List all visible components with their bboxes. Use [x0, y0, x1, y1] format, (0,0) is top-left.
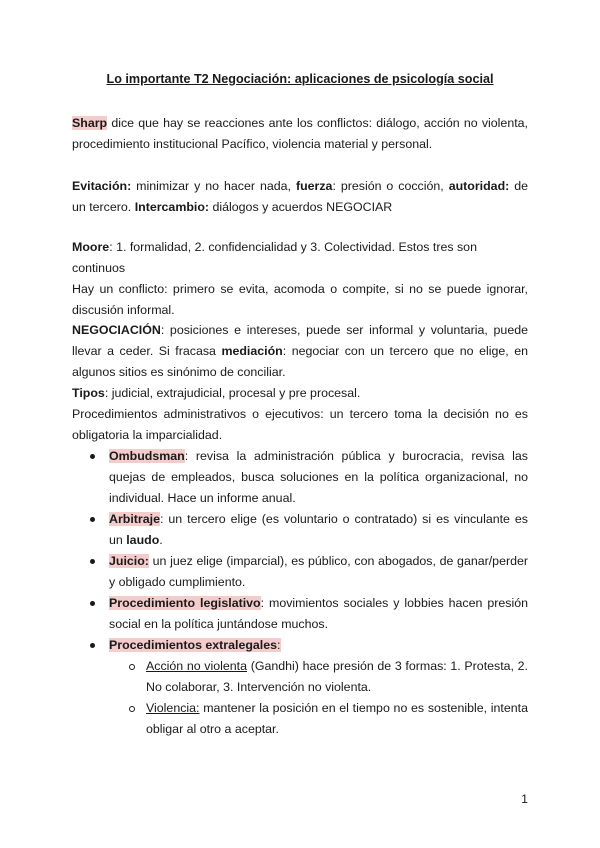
- procedimientos-text: Procedimientos administrativos o ejecutivos: un tercero toma la decisión no es obligatoria la imparcialidad.: [72, 407, 528, 442]
- list-item-juicio: Juicio: un juez elige (imparcial), es público, con abogados, de ganar/perder y obligado cumplimiento.: [72, 551, 528, 593]
- term-sharp: Sharp: [72, 116, 108, 130]
- term-fuerza: fuerza: [295, 179, 333, 193]
- sublist-item-violencia: Violencia: mantener la posición en el tiempo no es sostenible, intenta obligar al otro a aceptar.: [72, 698, 528, 740]
- term-moore: Moore: [72, 240, 110, 254]
- term-mediacion: mediación: [221, 344, 283, 358]
- term-tipos: Tipos: [72, 386, 105, 400]
- page-number: 1: [521, 792, 528, 806]
- term-negociacion: NEGOCIACIÓN: [72, 323, 161, 337]
- paragraph-sharp: Sharp dice que hay se reacciones ante los conflictos: diálogo, acción no violenta, procedimiento institucional Pacífico, violencia material y personal.: [72, 116, 528, 151]
- term-intercambio: Intercambio:: [134, 200, 210, 214]
- list-item-procedimiento-legislativo: Procedimiento legislativo: movimientos sociales y lobbies hacen presión social en la política juntándose muchos.: [72, 593, 528, 635]
- paragraph-negociacion: NEGOCIACIÓN: posiciones e intereses, puede ser informal y voluntaria, puede llevar a ceder. Si fracasa mediación: negociar con un tercero que no elige, en algunos sitios es sinónimo de conciliar. Tipos: judicial, extrajudicial, procesal y pre procesal. Procedimientos administrativos o ejecutivos: un tercero toma la decisión no es obligatoria la imparcialidad. Ombudsman: revisa la administración pública y burocracia, revisa las quejas de empleados, busca soluciones en la política organizacional, no individual. Hace un informe anual. Arbitraje: un tercero elige (es voluntario o contratado) si es vinculante es un laudo. Juicio: un juez elige (imparcial), es público, con abogados, de ganar/perder y obligado cumplimiento. Procedimiento legislativo: movimientos sociales y lobbies hacen presión social en la política juntándose muchos. Procedimientos extralegales: Acción no violenta (Gandhi) hace presión de 3 formas: 1. Protesta, 2. No colaborar, 3. Intervención no violenta. Violencia: mantener la posición en el tiempo no es sostenible, intenta obligar al otro a aceptar.: [72, 320, 528, 740]
- paragraph-evitacion: Evitación: minimizar y no hacer nada, fuerza: presión o cocción, autoridad: de un tercero. Intercambio: diálogos y acuerdos NEGOCIAR: [72, 179, 529, 214]
- list-item-procedimientos-extralegales: Procedimientos extralegales:: [72, 635, 528, 656]
- moore-conflict-text: Hay un conflicto: primero se evita, acomoda o compite, si no se puede ignorar, discusión informal.: [72, 282, 528, 317]
- document-title: Lo importante T2 Negociación: aplicaciones de psicología social: [106, 72, 494, 86]
- term-autoridad: autoridad:: [448, 179, 510, 193]
- list-item-arbitraje: Arbitraje: un tercero elige (es voluntario o contratado) si es vinculante es un laudo.: [72, 509, 528, 551]
- term-evitacion: Evitación:: [72, 179, 132, 193]
- paragraph-moore: Moore: 1. formalidad, 2. confidencialidad y 3. Colectividad. Estos tres son continuos Hay un conflicto: primero se evita, acomoda o compite, si no se puede ignorar, discusión informal.: [72, 237, 528, 321]
- sublist-item-accion-no-violenta: Acción no violenta (Gandhi) hace presión de 3 formas: 1. Protesta, 2. No colaborar, 3. Intervención no violenta.: [72, 656, 528, 698]
- procedures-list: [72, 446, 528, 740]
- list-item-ombudsman: Ombudsman: revisa la administración pública y burocracia, revisa las quejas de empleados, busca soluciones en la política organizacional, no individual. Hace un informe anual.: [72, 446, 528, 509]
